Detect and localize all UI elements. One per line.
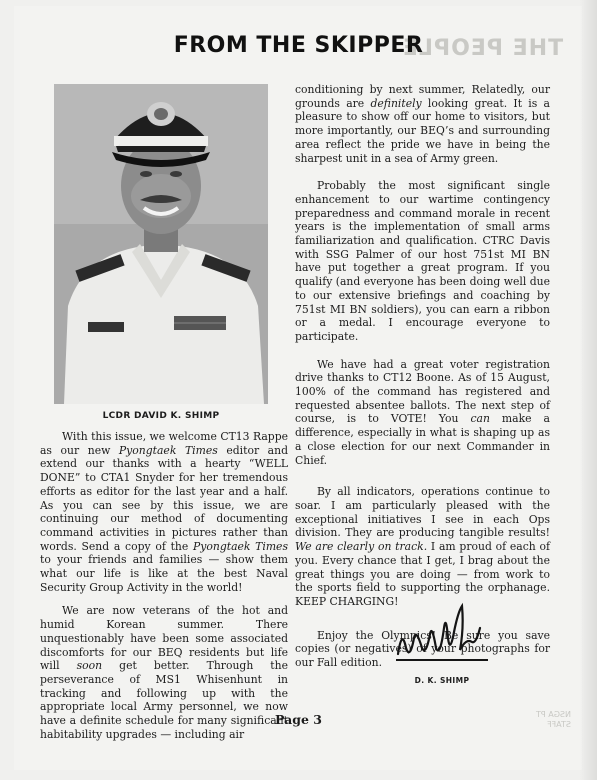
bleed-through-caption: NSGA PT STAFF <box>536 710 571 729</box>
article-paragraph <box>295 485 550 608</box>
text-run: Enjoy the Olympics! Be sure you save copies (or negatives) of your photographs for our Fall edition. <box>295 628 550 670</box>
text-run: looking great. It is a pleasure to show off our home to visitors, but more importantly, our BEQ’s and surrounding area reflect the pride we have in being the sharpest unit in a sea of Army green. <box>295 96 550 165</box>
text-run: editor and extend our thanks with a hearty “WELL DONE” to CTA1 Snyder for her tremendous efforts as editor for the last year and a half. As you can see by this issue, we are continuing our method of documenting command activities in pictures rather than words. Send a copy of the <box>40 443 288 553</box>
portrait-photo <box>54 84 268 404</box>
article-column-left <box>40 430 288 751</box>
text-run: By all indicators, operations continue to soar. I am particularly pleased with the exceptional initiatives I see in each Ops division. They are producing tangible results! <box>295 485 550 540</box>
page-number: Page 3 <box>275 712 322 727</box>
text-run: We are now veterans of the hot and humid Korean summer. There unquestionably have been some associated discomforts for our BEQ residents but life will <box>40 604 288 673</box>
emphasis: definitely <box>370 96 422 110</box>
emphasis: We are clearly on track. <box>295 540 428 554</box>
publication-name: Pyongtaek Times <box>118 443 218 457</box>
article-paragraph <box>295 358 550 468</box>
text-run: get better. Through the perseverance of MS1 Whisenhunt in tracking and following up with the appropriate local Army personnel, we now have a definite schedule for many significant habitability upgrades — including air <box>40 659 288 741</box>
page-title: FROM THE SKIPPER <box>173 33 424 58</box>
bleed-through-heading: THE PEOPLE <box>401 36 563 61</box>
publication-name: Pyongtaek Times <box>193 539 288 553</box>
text-run: With this issue, we welcome CT13 Rappe as our new <box>40 430 288 457</box>
text-run: Probably the most significant single enhancement to our wartime contingency preparedness and command morale in recent years is the implementation of small arms familiarization and qualification. CTRC Davis with SSG Palmer of our host 751st MI BN have put together a great program. If you qualify (and everyone has been doing well due to our extensive briefings and coaching by 751st MI BN soldiers), you can earn a ribbon or a medal. I encourage everyone to participate. <box>295 179 550 343</box>
emphasis: soon <box>76 659 103 673</box>
signer-name: D. K. SHIMP <box>414 676 470 685</box>
article-column-right <box>295 83 550 680</box>
text-run: make a difference, especially in what is shaping up as a close election for our next Commander in Chief. <box>295 412 550 467</box>
text-run: We have had a great voter registration drive thanks to CT12 Boone. As of 15 August, 100% of the command has registered and requested absentee ballots. The next step of course, is to VOTE! You <box>295 357 550 426</box>
page-shadow <box>579 0 597 780</box>
text-run: I am proud of each of you. Every chance that I get, I brag about the great things you are doing — from work to the sports field to supporting the orphanage. KEEP CHARGING! <box>295 540 550 608</box>
text-run: to your friends and families — show them what our life is like at the best Naval Security Group Activity in the world! <box>40 553 288 594</box>
article-paragraph <box>295 83 550 165</box>
photo-caption: LCDR DAVID K. SHIMP <box>102 411 220 421</box>
officer-portrait-image <box>54 84 268 404</box>
article-paragraph <box>295 179 550 343</box>
emphasis: can <box>470 412 490 426</box>
handwritten-signature <box>392 598 492 668</box>
text-run: conditioning by next summer, Relatedly, our grounds are <box>295 83 550 110</box>
article-paragraph <box>40 430 288 594</box>
